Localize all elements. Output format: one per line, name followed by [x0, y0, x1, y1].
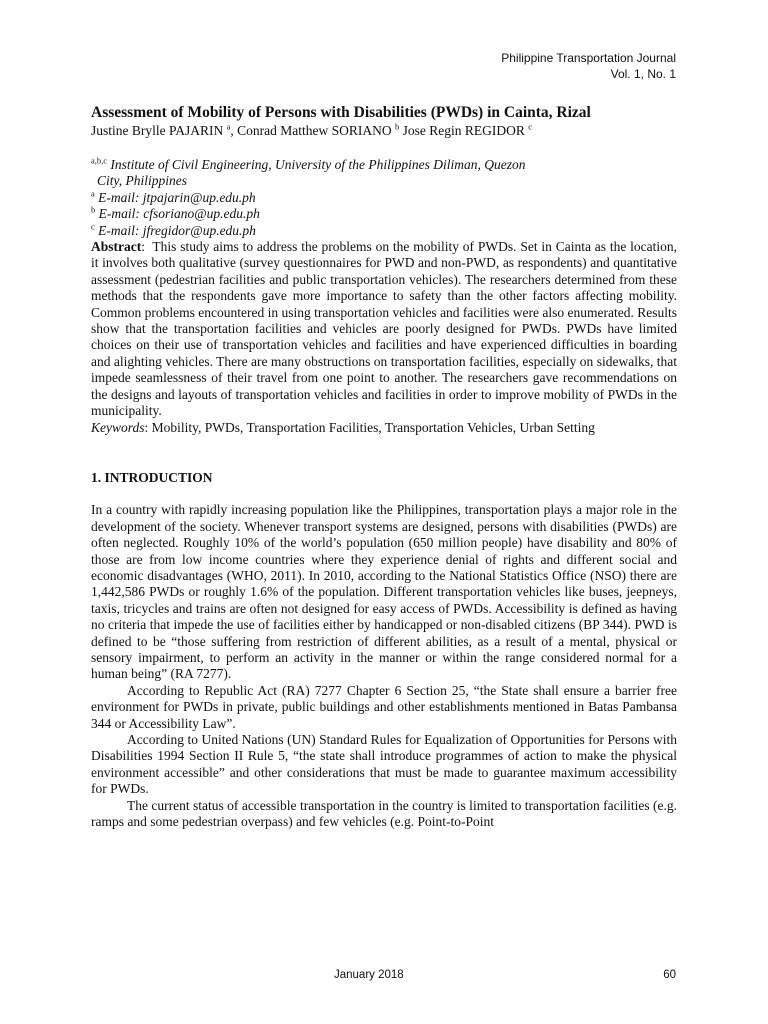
affiliations: [91, 157, 677, 239]
keywords: Keywords: Mobility, PWDs, Transportation Facilities, Transportation Vehicles, Urban Setting: [91, 419, 595, 435]
author-separator: ,: [230, 123, 238, 138]
abstract-label: Abstract: [91, 239, 142, 255]
email-text: E-mail: cfsoriano@up.edu.ph: [98, 206, 260, 222]
body-paragraph: The current status of accessible transportation in the country is limited to transportation facilities (e.g. ramps and some pedestrian overpass) and few vehicles (e.g. Point-to-Point: [91, 797, 677, 830]
author-list: [91, 122, 677, 139]
author-mark: b: [395, 121, 400, 132]
author-name: Conrad Matthew SORIANO: [237, 123, 392, 138]
journal-name: Philippine Transportation Journal: [501, 51, 676, 65]
author-mark: c: [528, 121, 533, 132]
page-number: 60: [663, 969, 676, 981]
email-line: [91, 206, 677, 222]
affiliation-line-1: Institute of Civil Engineering, University of the Philippines Diliman, Quezon: [110, 157, 526, 172]
abstract-text: This study aims to address the problems on the mobility of PWDs. Set in Cainta as the location, it involves both qualitative (survey questionnaires for PWD and non-PWD, as respondents) and quantitative assessment (pedestrian facilities and public transportation vehicles). The researchers determined from these methods that the respondents gave more importance to safety than the other factors affecting mobility. Common problems encountered in using transportation vehicles and facilities were also enumerated. Results show that the transportation facilities and vehicles are poorly designed for PWDs. PWDs have limited choices on their use of transportation vehicles and facilities and have experienced difficulties in boarding and alighting vehicles. There are many obstructions on transportation facilities, especially on sidewalks, that impede seamlessness of their travel from one point to another. The researchers gave recommendations on the designs and layouts of transportation vehicles and facilities in order to improve mobility of PWDs in the municipality.: [91, 239, 678, 419]
footer-date: January 2018: [334, 969, 404, 981]
affiliation: [91, 157, 677, 173]
body-paragraph: In a country with rapidly increasing population like the Philippines, transportation plays a major role in the development of the society. Whenever transport systems are designed, persons with disabilities (PWDs) are often neglected. Roughly 10% of the world’s population (650 million people) have disability and 80% of those are from low income countries where they experience denial of rights and different social and economic disadvantages (WHO, 2011). In 2010, according to the National Statistics Office (NSO) there are 1,442,586 PWDs or roughly 1.6% of the population. Different transportation vehicles like buses, jeepneys, taxis, tricycles and trains are often not designed for easy access of PWDs. Accessibility is defined as having no criteria that impede the use of facilities either by handicapped or non-disabled citizens (BP 344). PWD is defined to be “those suffering from restriction of different abilities, as a result of a mental, physical or sensory impairment, to perform an activity in the manner or within the range considered normal for a human being” (RA 7277).: [91, 502, 677, 682]
email-line: [91, 223, 677, 239]
journal-volume: Vol. 1, No. 1: [610, 67, 676, 81]
email-mark: c: [91, 221, 95, 232]
keywords-label: Keywords: [91, 419, 145, 435]
abstract: Abstract: This study aims to address the problems on the mobility of PWDs. Set in Cainta as the location, it involves both qualitative (survey questionnaires for PWD and non-PWD, as respondents) and quantitative assessment (pedestrian facilities and public transportation vehicles). The researchers determined from these methods that the respondents gave more importance to safety than the other factors affecting mobility. Common problems encountered in using transportation vehicles and facilities were also enumerated. Results show that the transportation facilities and vehicles are poorly designed for PWDs. PWDs have limited choices on their use of transportation vehicles and facilities and have experienced difficulties in boarding and alighting vehicles. There are many obstructions on transportation facilities, especially on sidewalks, that impede seamlessness of their travel from one point to another. The researchers gave recommendations on the designs and layouts of transportation vehicles and facilities in order to improve mobility of PWDs in the municipality.: [91, 239, 678, 419]
keywords-text: Mobility, PWDs, Transportation Facilities, Transportation Vehicles, Urban Setting: [151, 419, 595, 435]
email-mark: b: [91, 204, 96, 215]
author-mark: a: [226, 121, 231, 132]
affiliation-line-2: City, Philippines: [97, 173, 187, 189]
body-paragraph: According to United Nations (UN) Standard Rules for Equalization of Opportunities for Persons with Disabilities 1994 Section II Rule 5, “the state shall introduce programmes of action to make the physical environment accessible” and other considerations that must be made to guarantee maximum accessibility for PWDs.: [91, 732, 677, 797]
email-text: E-mail: jfregidor@up.edu.ph: [98, 222, 256, 238]
paper-content: [91, 103, 677, 830]
email-text: E-mail: jtpajarin@up.edu.ph: [98, 189, 256, 205]
email-line: [91, 190, 677, 206]
body-paragraph: According to Republic Act (RA) 7277 Chapter 6 Section 25, “the State shall ensure a barrier free environment for PWDs in private, public buildings and other establishments mentioned in Batas Pambansa 344 or Accessibility Law”.: [91, 682, 677, 731]
affiliation-mark: a,b,c: [91, 155, 108, 166]
paper-title: Assessment of Mobility of Persons with Disabilities (PWDs) in Cainta, Rizal: [91, 104, 591, 121]
author-name: Jose Regin REGIDOR: [402, 123, 525, 138]
journal-header: [501, 50, 676, 82]
author-name: Justine Brylle PAJARIN: [91, 123, 224, 138]
email-mark: a: [91, 188, 95, 199]
section-heading: 1. INTRODUCTION: [91, 469, 213, 485]
